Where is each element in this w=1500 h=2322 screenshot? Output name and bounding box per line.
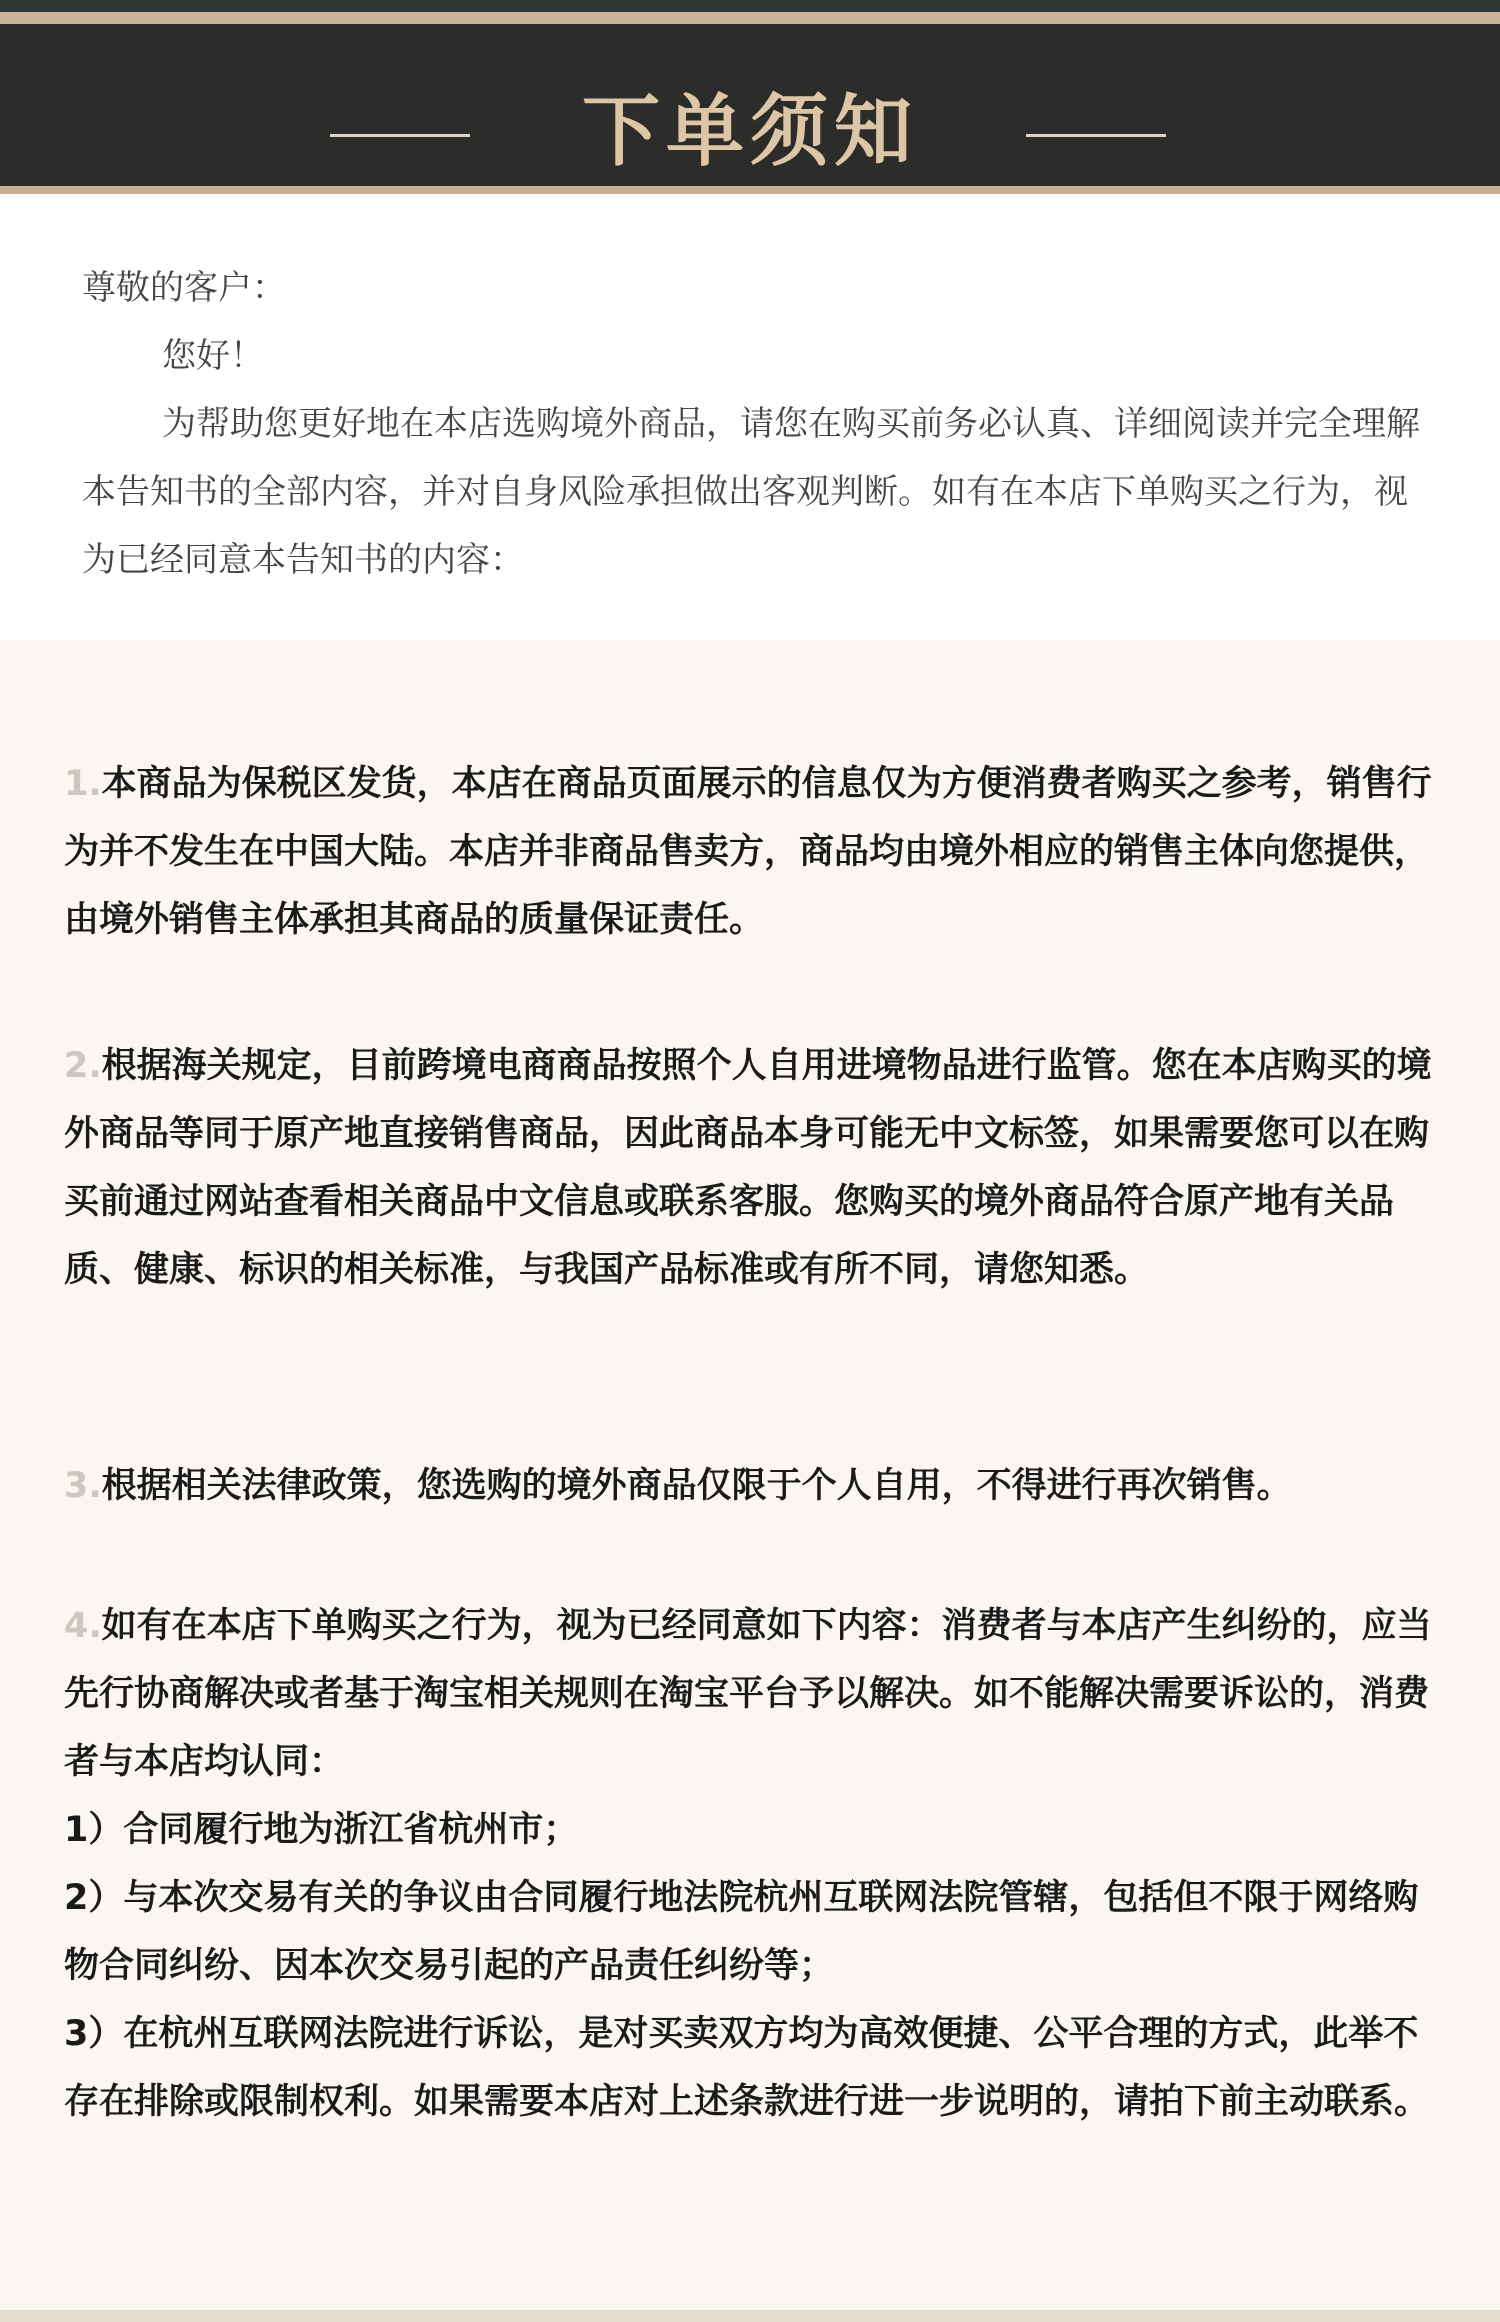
intro-paragraph: 为帮助您更好地在本店选购境外商品，请您在购买前务必认真、详细阅读并完全理解本告知书的全部内容，并对自身风险承担做出客观判断。如有在本店下单购买之行为，视为已经同意本告知书的内容： (82, 404, 1420, 580)
notice-item-3 (64, 1452, 1436, 1520)
notice-number: 3. (64, 1466, 102, 1506)
top-stripe (0, 0, 1500, 12)
notice-subitem: 2）与本次交易有关的争议由合同履行地法院杭州互联网法院管辖，包括但不限于网络购物合同纠纷、因本次交易引起的产品责任纠纷等； (64, 1878, 1419, 1986)
top-gold-line (0, 12, 1500, 24)
notice-number: 4. (64, 1606, 102, 1646)
header-right-rule (1026, 134, 1166, 137)
notice-subitem: 1）合同履行地为浙江省杭州市； (64, 1810, 579, 1850)
notice-text: 根据相关法律政策，您选购的境外商品仅限于个人自用，不得进行再次销售。 (101, 1466, 1292, 1506)
header-left-rule (330, 134, 470, 137)
notice-list (0, 640, 1500, 2322)
notice-header (0, 24, 1500, 186)
notice-item-2 (64, 1032, 1436, 1304)
notice-number: 2. (64, 1046, 102, 1086)
notice-item-1 (64, 750, 1436, 954)
greeting: 您好！ (162, 336, 264, 376)
notice-text: 根据海关规定，目前跨境电商商品按照个人自用进境物品进行监管。您在本店购买的境外商品等同于原产地直接销售商品，因此商品本身可能无中文标签，如果需要您可以在购买前通过网站查看相关商品中文信息或联系客服。您购买的境外商品符合原产地有关品质、健康、标识的相关标准，与我国产品标准或有所不同，请您知悉。 (64, 1046, 1432, 1290)
notice-item-4 (64, 1592, 1436, 2136)
salutation: 尊敬的客户： (82, 268, 286, 308)
header-gold-line (0, 186, 1500, 194)
notice-number: 1. (64, 764, 102, 804)
bottom-band (0, 2310, 1500, 2322)
notice-text: 如有在本店下单购买之行为，视为已经同意如下内容：消费者与本店产生纠纷的，应当先行协商解决或者基于淘宝相关规则在淘宝平台予以解决。如不能解决需要诉讼的，消费者与本店均认同： (64, 1606, 1432, 1782)
page-title: 下单须知 (581, 87, 918, 177)
notice-subitem: 3）在杭州互联网法院进行诉讼，是对买卖双方均为高效便捷、公平合理的方式，此举不存在排除或限制权利。如果需要本店对上述条款进行进一步说明的，请拍下前主动联系。 (64, 2014, 1430, 2122)
notice-text: 本商品为保税区发货，本店在商品页面展示的信息仅为方便消费者购买之参考，销售行为并不发生在中国大陆。本店并非商品售卖方，商品均由境外相应的销售主体向您提供，由境外销售主体承担其商品的质量保证责任。 (64, 764, 1432, 940)
intro-section (0, 194, 1500, 640)
